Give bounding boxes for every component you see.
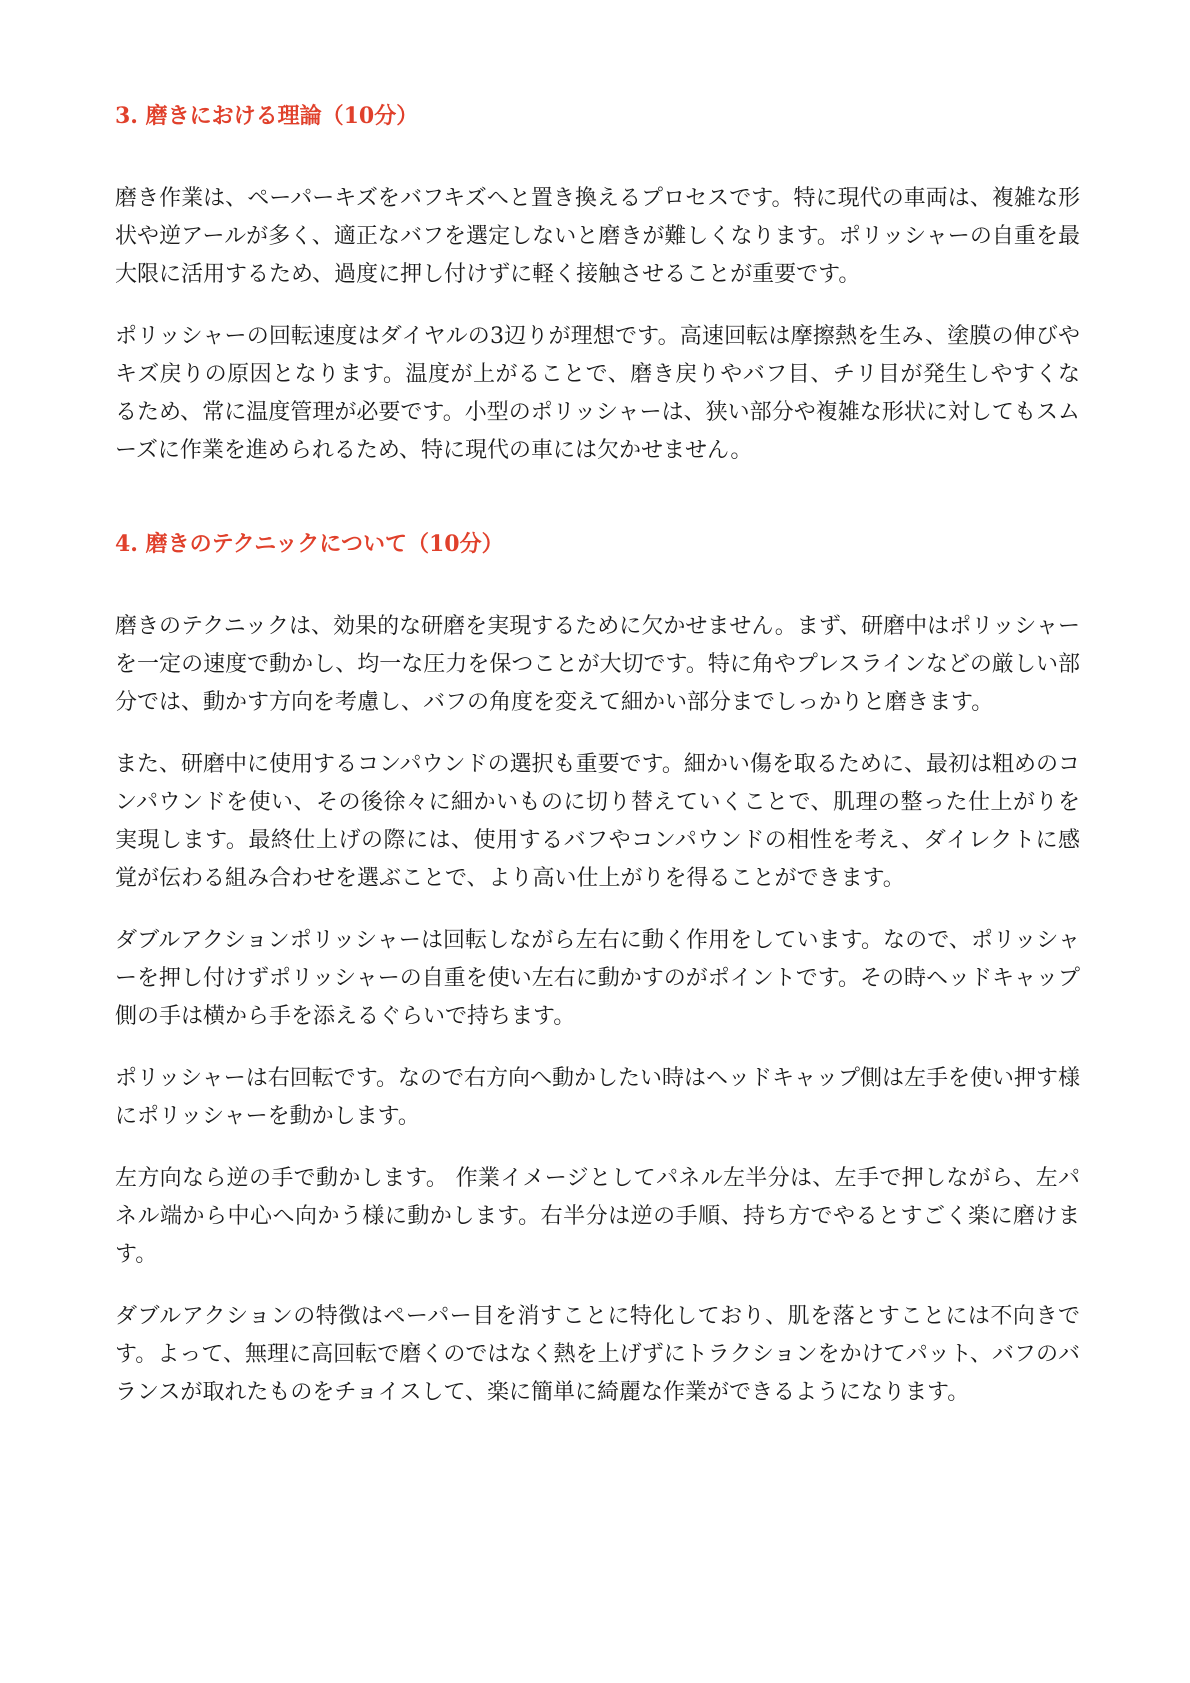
paragraph-technique-3: ダブルアクションポリッシャーは回転しながら左右に動く作用をしています。なので、ポリッシャーを押し付けずポリッシャーの自重を使い左右に動かすのがポイントです。その時ヘッドキャップ側の手は横から手を添えるぐらいで持ちます。 <box>115 928 1080 1029</box>
section-heading-technique: 4. 磨きのテクニックについて（10分） <box>115 531 504 557</box>
paragraph-technique-2: また、研磨中に使用するコンパウンドの選択も重要です。細かい傷を取るために、最初は粗めのコンパウンドを使い、その後徐々に細かいものに切り替えていくことで、肌理の整った仕上がりを実現します。最終仕上げの際には、使用するバフやコンパウンドの相性を考え、ダイレクトに感覚が伝わる組み合わせを選ぶことで、より高い仕上がりを得ることができます。 <box>115 752 1080 891</box>
paragraph-theory-2: ポリッシャーの回転速度はダイヤルの3辺りが理想です。高速回転は摩擦熱を生み、塗膜の伸びやキズ戻りの原因となります。温度が上がることで、磨き戻りやバフ目、チリ目が発生しやすくなるため、常に温度管理が必要です。小型のポリッシャーは、狭い部分や複雑な形状に対してもスムーズに作業を進められるため、特に現代の車には欠かせません。 <box>115 324 1080 463</box>
paragraph-technique-6: ダブルアクションの特徴はペーパー目を消すことに特化しており、肌を落とすことには不向きです。よって、無理に高回転で磨くのではなく熱を上げずにトラクションをかけてパット、バフのバランスが取れたものをチョイスして、楽に簡単に綺麗な作業ができるようになります。 <box>115 1304 1080 1405</box>
paragraph-technique-4: ポリッシャーは右回転です。なので右方向へ動かしたい時はヘッドキャップ側は左手を使い押す様にポリッシャーを動かします。 <box>115 1066 1080 1129</box>
paragraph-theory-1: 磨き作業は、ペーパーキズをバフキズへと置き換えるプロセスです。特に現代の車両は、複雑な形状や逆アールが多く、適正なバフを選定しないと磨きが難しくなります。ポリッシャーの自重を最大限に活用するため、過度に押し付けずに軽く接触させることが重要です。 <box>115 186 1080 287</box>
paragraph-technique-5: 左方向なら逆の手で動かします。 作業イメージとしてパネル左半分は、左手で押しながら、左パネル端から中心へ向かう様に動かします。右半分は逆の手順、持ち方でやるとすごく楽に磨けます。 <box>115 1166 1080 1267</box>
document-page <box>115 100 1080 1412</box>
section-heading-theory: 3. 磨きにおける理論（10分） <box>115 103 419 129</box>
paragraph-technique-1: 磨きのテクニックは、効果的な研磨を実現するために欠かせません。まず、研磨中はポリッシャーを一定の速度で動かし、均一な圧力を保つことが大切です。特に角やプレスラインなどの厳しい部分では、動かす方向を考慮し、バフの角度を変えて細かい部分までしっかりと磨きます。 <box>115 614 1080 715</box>
